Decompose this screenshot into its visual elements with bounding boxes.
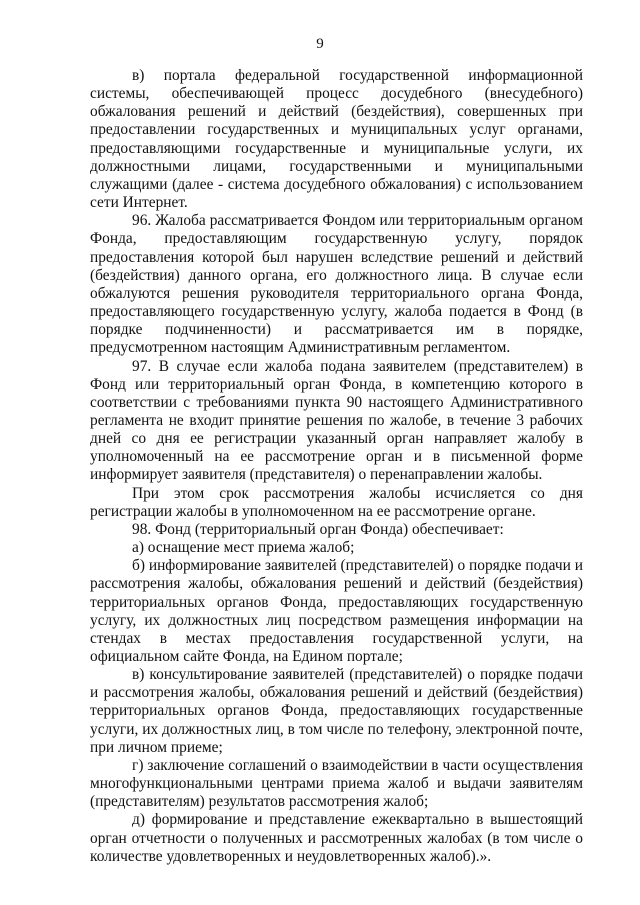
- paragraph-96: 96. Жалоба рассматривается Фондом или территориальным органом Фонда, предоставляющим государственную услугу, порядок предоставления которой был нарушен вследствие решений и действий (бездействия) данного органа, его должностного лица. В случае если обжалуются решения руководителя территориального органа Фонда, предоставляющего государственную услугу, жалоба подается в Фонд (в порядке подчиненности) и рассматривается им в порядке, предусмотренном настоящим Административным регламентом.: [90, 212, 583, 357]
- paragraph-97: 97. В случае если жалоба подана заявителем (представителем) в Фонд или территориальный орган Фонда, в компетенцию которого в соответствии с требованиями пункта 90 настоящего Административного регламента не входит принятие решения по жалобе, в течение 3 рабочих дней со дня ее регистрации указанный орган направляет жалобу в уполномоченный на ее рассмотрение орган и в письменной форме информирует заявителя (представителя) о перенаправлении жалобы.: [90, 357, 583, 484]
- paragraph-98-d: д) формирование и представление ежеквартально в вышестоящий орган отчетности о полученных и рассмотренных жалобах (в том числе о количестве удовлетворенных и неудовлетворенных жалоб).».: [90, 811, 583, 865]
- paragraph-98-b: б) информирование заявителей (представителей) о порядке подачи и рассмотрения жалобы, обжалования решений и действий (бездействия) территориальных органов Фонда, предоставляющих государственную услугу, их должностных лиц посредством размещения информации на стендах в местах предоставления государственной услуги, на официальном сайте Фонда, на Едином портале;: [90, 557, 583, 665]
- paragraph-portal-system: в) портала федеральной государственной информационной системы, обеспечивающей процесс досудебного (внесудебного) обжалования решений и действий (бездействия), совершенных при предоставлении государственных и муниципальных услуг органами, предоставляющими государственные и муниципальные услуги, их должностными лицами, государственными и муниципальными служащими (далее - система досудебного обжалования) с использованием сети Интернет.: [90, 67, 583, 212]
- document-body: [90, 67, 583, 866]
- paragraph-98-g: г) заключение соглашений о взаимодействии в части осуществления многофункциональными центрами приема жалоб и выдачи заявителям (представителям) результатов рассмотрения жалоб;: [90, 756, 583, 811]
- paragraph-98-v: в) консультирование заявителей (представителей) о порядке подачи и рассмотрения жалобы, обжалования решений и действий (бездействия) территориальных органов Фонда, предоставляющих государственные услуги, их должностных лиц, в том числе по телефону, электронной почте, при личном приеме;: [90, 666, 583, 756]
- paragraph-98: 98. Фонд (территориальный орган Фонда) обеспечивает:: [132, 520, 504, 538]
- paragraph-98-a: а) оснащение мест приема жалоб;: [132, 539, 355, 557]
- paragraph-term: При этом срок рассмотрения жалобы исчисляется со дня регистрации жалобы в уполномоченном на ее рассмотрение органе.: [90, 484, 583, 520]
- page-number: 9: [316, 36, 324, 52]
